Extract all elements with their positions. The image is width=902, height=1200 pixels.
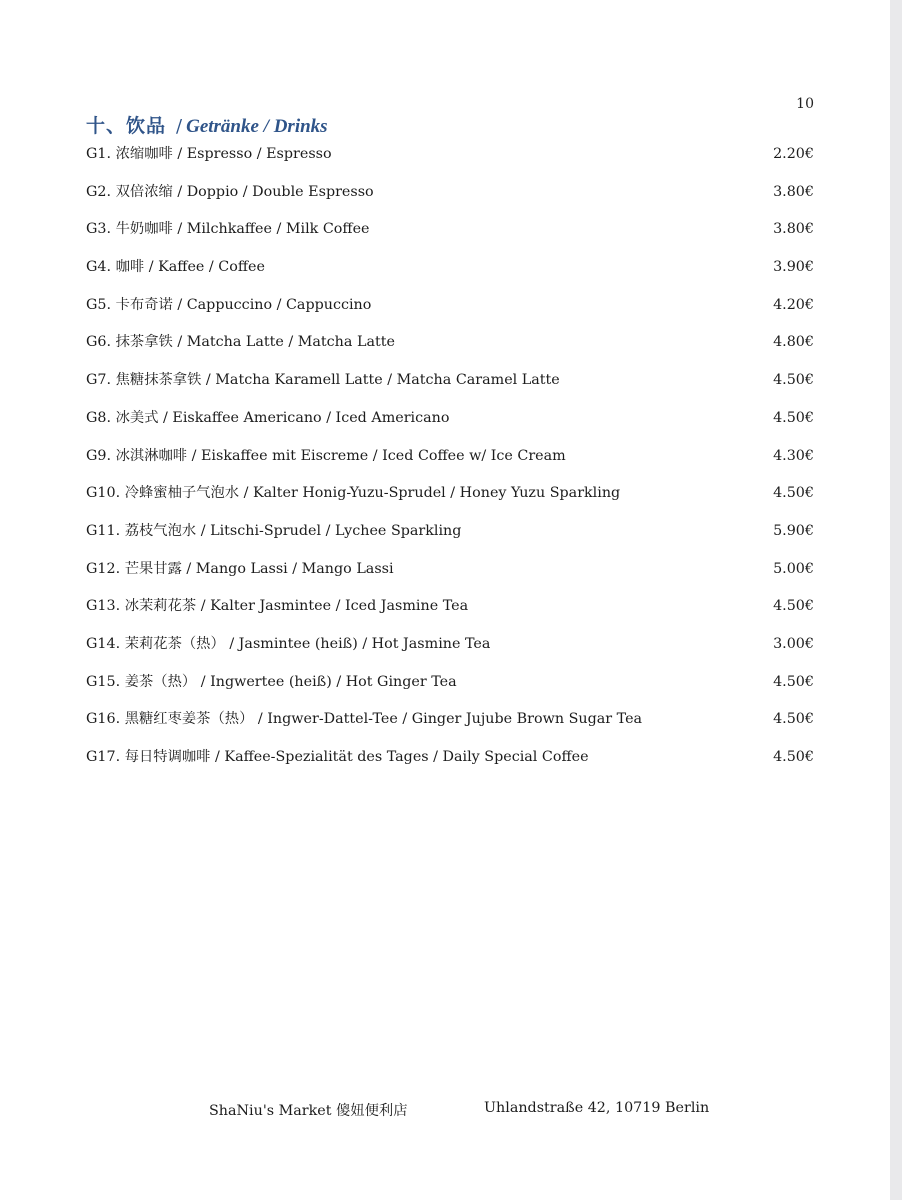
menu-item xyxy=(86,179,814,217)
menu-item-price: 3.80€ xyxy=(773,221,814,238)
menu-item xyxy=(86,367,814,405)
menu-item xyxy=(86,216,814,254)
menu-item-price: 4.20€ xyxy=(773,296,814,313)
menu-item xyxy=(86,480,814,518)
menu-item-name: G9. 冰淇淋咖啡 / Eiskaffee mit Eiscreme / Iced Coffee w/ Ice Cream xyxy=(86,447,566,464)
drinks-menu-list xyxy=(86,141,814,782)
menu-item-price: 4.50€ xyxy=(773,673,814,690)
menu-item xyxy=(86,292,814,330)
section-title-german-english: Getränke / Drinks xyxy=(186,116,328,137)
menu-item-price: 4.50€ xyxy=(773,485,814,502)
menu-item xyxy=(86,744,814,782)
menu-item-name: G12. 芒果甘露 / Mango Lassi / Mango Lassi xyxy=(86,560,394,577)
menu-item xyxy=(86,443,814,481)
menu-item-price: 3.00€ xyxy=(773,635,814,652)
menu-item xyxy=(86,556,814,594)
section-title xyxy=(86,112,328,141)
menu-item xyxy=(86,593,814,631)
menu-item-price: 4.30€ xyxy=(773,447,814,464)
menu-item-price: 5.90€ xyxy=(773,522,814,539)
menu-item-name: G10. 冷蜂蜜柚子气泡水 / Kalter Honig-Yuzu-Sprudel / Honey Yuzu Sparkling xyxy=(86,485,621,502)
menu-item-name: G17. 每日特调咖啡 / Kaffee-Spezialität des Tages / Daily Special Coffee xyxy=(86,749,589,765)
menu-item-name: G2. 双倍浓缩 / Doppio / Double Espresso xyxy=(86,183,374,200)
menu-item-name: G15. 姜茶（热） / Ingwertee (heiß) / Hot Ginger Tea xyxy=(86,673,457,690)
menu-item-name: G11. 荔枝气泡水 / Litschi-Sprudel / Lychee Sparkling xyxy=(86,522,462,539)
section-title-chinese: 十、饮品 xyxy=(86,115,167,137)
menu-item-price: 4.50€ xyxy=(773,749,814,765)
menu-item-name: G6. 抹茶拿铁 / Matcha Latte / Matcha Latte xyxy=(86,334,395,351)
menu-item-price: 5.00€ xyxy=(773,560,814,577)
menu-item-name: G4. 咖啡 / Kaffee / Coffee xyxy=(86,259,265,276)
menu-item-price: 4.50€ xyxy=(773,598,814,615)
menu-item-price: 4.50€ xyxy=(773,372,814,389)
section-title-separator: / xyxy=(176,116,183,137)
menu-item-name: G5. 卡布奇诺 / Cappuccino / Cappuccino xyxy=(86,296,372,313)
footer-store-name: ShaNiu's Market 傻妞便利店 xyxy=(209,1103,408,1119)
menu-item-name: G14. 茉莉花茶（热） / Jasmintee (heiß) / Hot Jasmine Tea xyxy=(86,635,491,652)
menu-item xyxy=(86,631,814,669)
menu-item-price: 3.80€ xyxy=(773,183,814,200)
menu-item-name: G8. 冰美式 / Eiskaffee Americano / Iced Americano xyxy=(86,409,450,426)
menu-item-price: 3.90€ xyxy=(773,259,814,276)
menu-item xyxy=(86,141,814,179)
menu-item-name: G3. 牛奶咖啡 / Milchkaffee / Milk Coffee xyxy=(86,221,370,238)
menu-item xyxy=(86,518,814,556)
menu-item-price: 4.80€ xyxy=(773,334,814,351)
menu-item-name: G13. 冰茉莉花茶 / Kalter Jasmintee / Iced Jasmine Tea xyxy=(86,598,469,615)
menu-item xyxy=(86,669,814,707)
footer-address: Uhlandstraße 42, 10719 Berlin xyxy=(484,1100,710,1116)
menu-item xyxy=(86,254,814,292)
menu-item-name: G7. 焦糖抹茶拿铁 / Matcha Karamell Latte / Matcha Caramel Latte xyxy=(86,372,560,389)
menu-item xyxy=(86,706,814,744)
menu-item xyxy=(86,329,814,367)
menu-item-name: G1. 浓缩咖啡 / Espresso / Espresso xyxy=(86,146,332,162)
menu-item-price: 4.50€ xyxy=(773,711,814,728)
menu-item-name: G16. 黑糖红枣姜茶（热） / Ingwer-Dattel-Tee / Ginger Jujube Brown Sugar Tea xyxy=(86,711,643,728)
menu-item xyxy=(86,405,814,443)
page-number: 10 xyxy=(796,96,814,112)
menu-item-price: 2.20€ xyxy=(773,146,814,162)
menu-item-price: 4.50€ xyxy=(773,409,814,426)
